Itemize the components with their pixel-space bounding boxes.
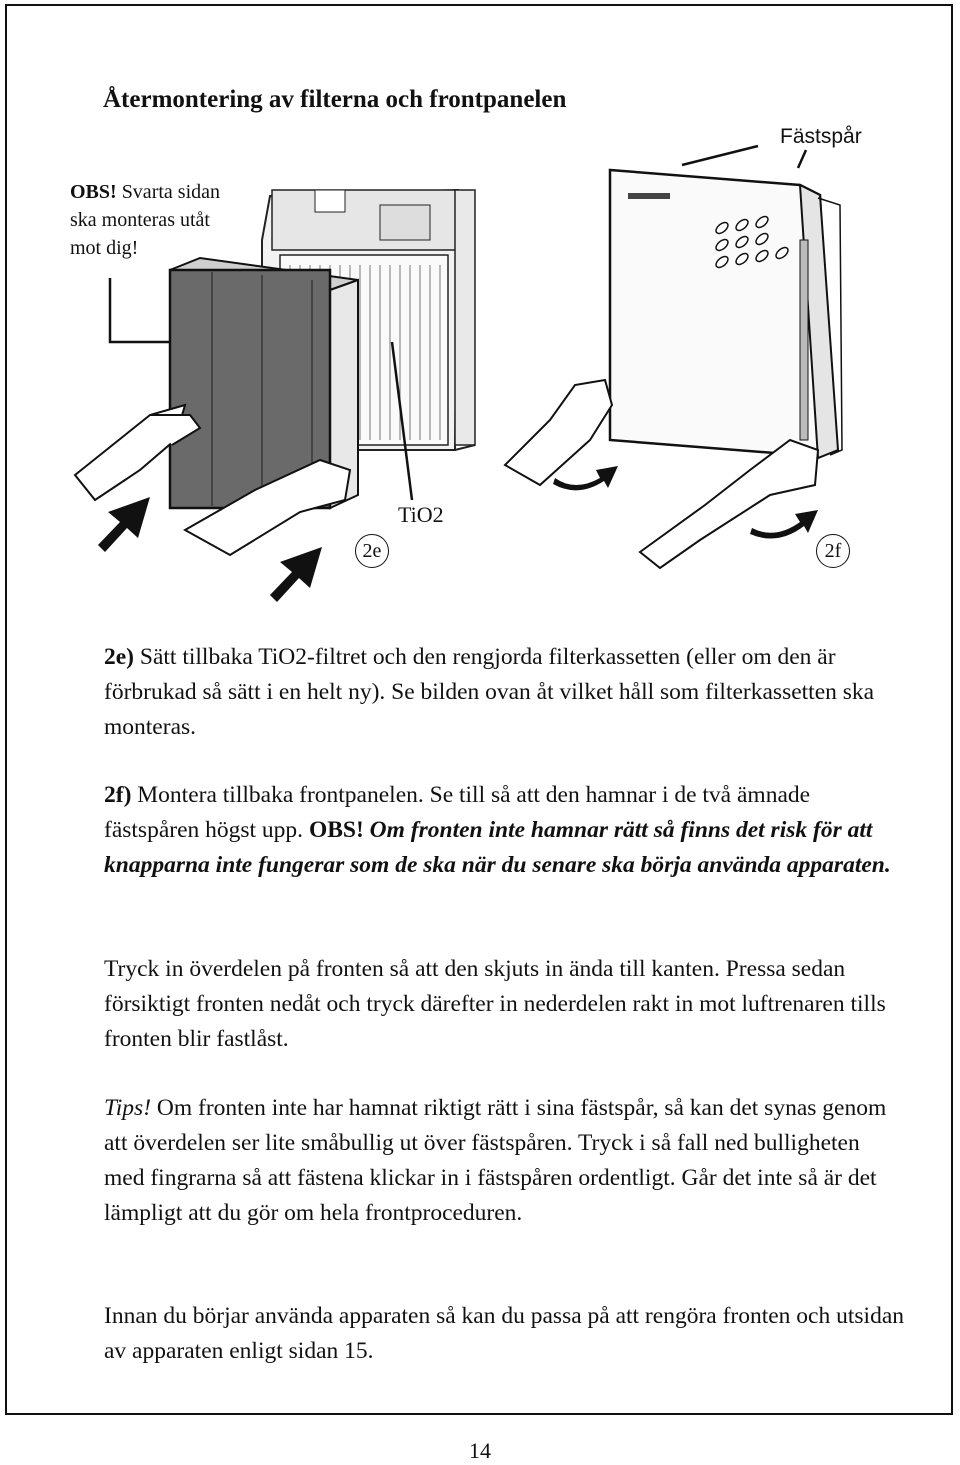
paragraph-cleaning: Innan du börjar använda apparaten så kan du passa på att rengöra fronten och utsidan av apparaten enligt sidan 15. bbox=[104, 1303, 904, 1364]
step-2e-text: Sätt tillbaka TiO2-filtret och den rengjorda filterkassetten (eller om den är förbrukad så sätt i en helt ny). Se bilden ovan åt vilket håll som filterkassetten ska monteras. bbox=[104, 644, 875, 740]
paragraph-press-front: Tryck in överdelen på fronten så att den skjuts in ända till kanten. Pressa sedan försiktigt fronten nedåt och tryck därefter in nederdelen rakt in mot luftrenaren tills fronten blir fastlåst. bbox=[104, 956, 886, 1052]
obs-line-2: ska monteras utåt bbox=[70, 209, 210, 231]
step-2e-label: 2e) bbox=[104, 644, 135, 670]
tio2-label: TiO2 bbox=[398, 502, 444, 527]
tips-label: Tips! bbox=[104, 1095, 152, 1121]
obs-warning-text: Om fronten inte hamnar rätt så finns det risk för att knapparna inte fungerar som de ska när du senare ska börja använda apparaten. bbox=[104, 817, 891, 878]
paragraph-tips bbox=[104, 1091, 904, 1231]
front-panel bbox=[610, 170, 842, 458]
step-2f-text: Montera tillbaka frontpanelen. Se till så att den hamnar i de två ämnade fästspåren högst upp. bbox=[104, 782, 811, 843]
fastspar-pointer-1 bbox=[682, 146, 758, 165]
section-heading: Återmontering av filterna och frontpanelen bbox=[103, 86, 567, 113]
obs-warning-label: OBS! bbox=[308, 817, 364, 843]
paragraph-2e bbox=[104, 640, 904, 745]
obs-label: OBS! bbox=[70, 181, 117, 203]
fastspar-label: Fästspår bbox=[780, 125, 862, 148]
obs-line-1: Svarta sidan bbox=[121, 181, 220, 203]
obs-line-3: mot dig! bbox=[70, 237, 139, 259]
assembly-illustration bbox=[0, 0, 960, 620]
tips-text: Om fronten inte har hamnat riktigt rätt i sina fästspår, så kan det synas genom att överdelen ser lite småbullig ut över fästspåren. Tryck i så fall ned bulligheten med fingrarna så att fästena klickar in i fästspåren ordentligt. Går det inte så är det lämpligt att du gör om hela frontproceduren. bbox=[104, 1095, 887, 1226]
fastspar-pointer-2 bbox=[798, 150, 806, 168]
paragraph-2f bbox=[104, 778, 904, 883]
step-2f-label: 2f) bbox=[104, 782, 132, 808]
step-2e-badge: 2e bbox=[355, 534, 389, 568]
step-2f-badge: 2f bbox=[816, 534, 850, 568]
page-number: 14 bbox=[469, 1438, 491, 1463]
